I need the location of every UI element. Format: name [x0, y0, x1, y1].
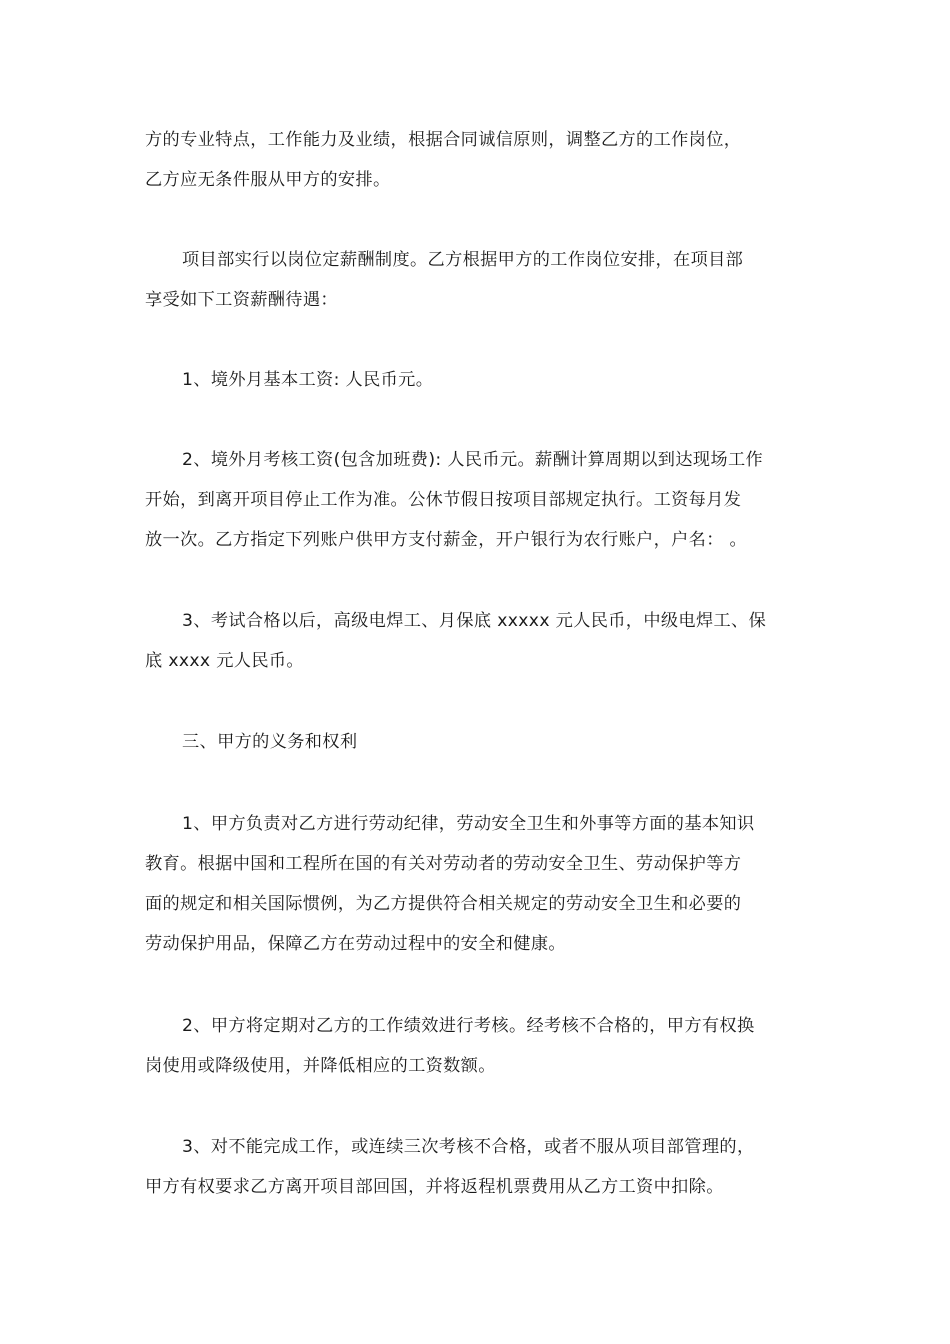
text-line: 面的规定和相关国际惯例，为乙方提供符合相关规定的劳动安全卫生和必要的 [145, 894, 742, 914]
paragraph-minimum-wage [145, 601, 810, 681]
section-heading-party-a-duties [145, 722, 810, 762]
text-line: 方的专业特点，工作能力及业绩，根据合同诚信原则，调整乙方的工作岗位， [145, 130, 742, 150]
text-line: 底 xxxx 元人民币。 [145, 651, 304, 671]
paragraph-assessment-salary [145, 440, 810, 560]
text-line: 2、境外月考核工资(包含加班费): 人民币元。薪酬计算周期以到达现场工作 [182, 450, 764, 470]
paragraph-performance-review [145, 1006, 810, 1086]
text-line: 项目部实行以岗位定薪酬制度。乙方根据甲方的工作岗位安排，在项目部 [182, 250, 744, 270]
text-line: 三、甲方的义务和权利 [182, 732, 358, 752]
text-line: 甲方有权要求乙方离开项目部回国，并将返程机票费用从乙方工资中扣除。 [145, 1177, 724, 1197]
paragraph-dismissal [145, 1127, 810, 1207]
text-line: 劳动保护用品，保障乙方在劳动过程中的安全和健康。 [145, 934, 566, 954]
paragraph-base-salary [145, 360, 810, 400]
text-line: 享受如下工资薪酬待遇： [145, 290, 338, 310]
text-line: 岗使用或降级使用，并降低相应的工资数额。 [145, 1056, 496, 1076]
text-line: 2、甲方将定期对乙方的工作绩效进行考核。经考核不合格的，甲方有权换 [182, 1016, 755, 1036]
text-line: 3、对不能完成工作，或连续三次考核不合格，或者不服从项目部管理的， [182, 1137, 755, 1157]
paragraph-salary-system [145, 240, 810, 320]
text-line: 放一次。乙方指定下列账户供甲方支付薪金，开户银行为农行账户，户名： 。 [145, 530, 748, 550]
paragraph-safety-education [145, 804, 810, 964]
paragraph-position-adjustment [145, 120, 810, 200]
text-line: 开始，到离开项目停止工作为准。公休节假日按项目部规定执行。工资每月发 [145, 490, 742, 510]
text-line: 3、考试合格以后，高级电焊工、月保底 xxxxx 元人民币，中级电焊工、保 [182, 611, 767, 631]
text-line: 1、境外月基本工资: 人民币元。 [182, 370, 434, 390]
text-line: 教育。根据中国和工程所在国的有关对劳动者的劳动安全卫生、劳动保护等方 [145, 854, 742, 874]
text-line: 乙方应无条件服从甲方的安排。 [145, 170, 391, 190]
text-line: 1、甲方负责对乙方进行劳动纪律，劳动安全卫生和外事等方面的基本知识 [182, 814, 755, 834]
